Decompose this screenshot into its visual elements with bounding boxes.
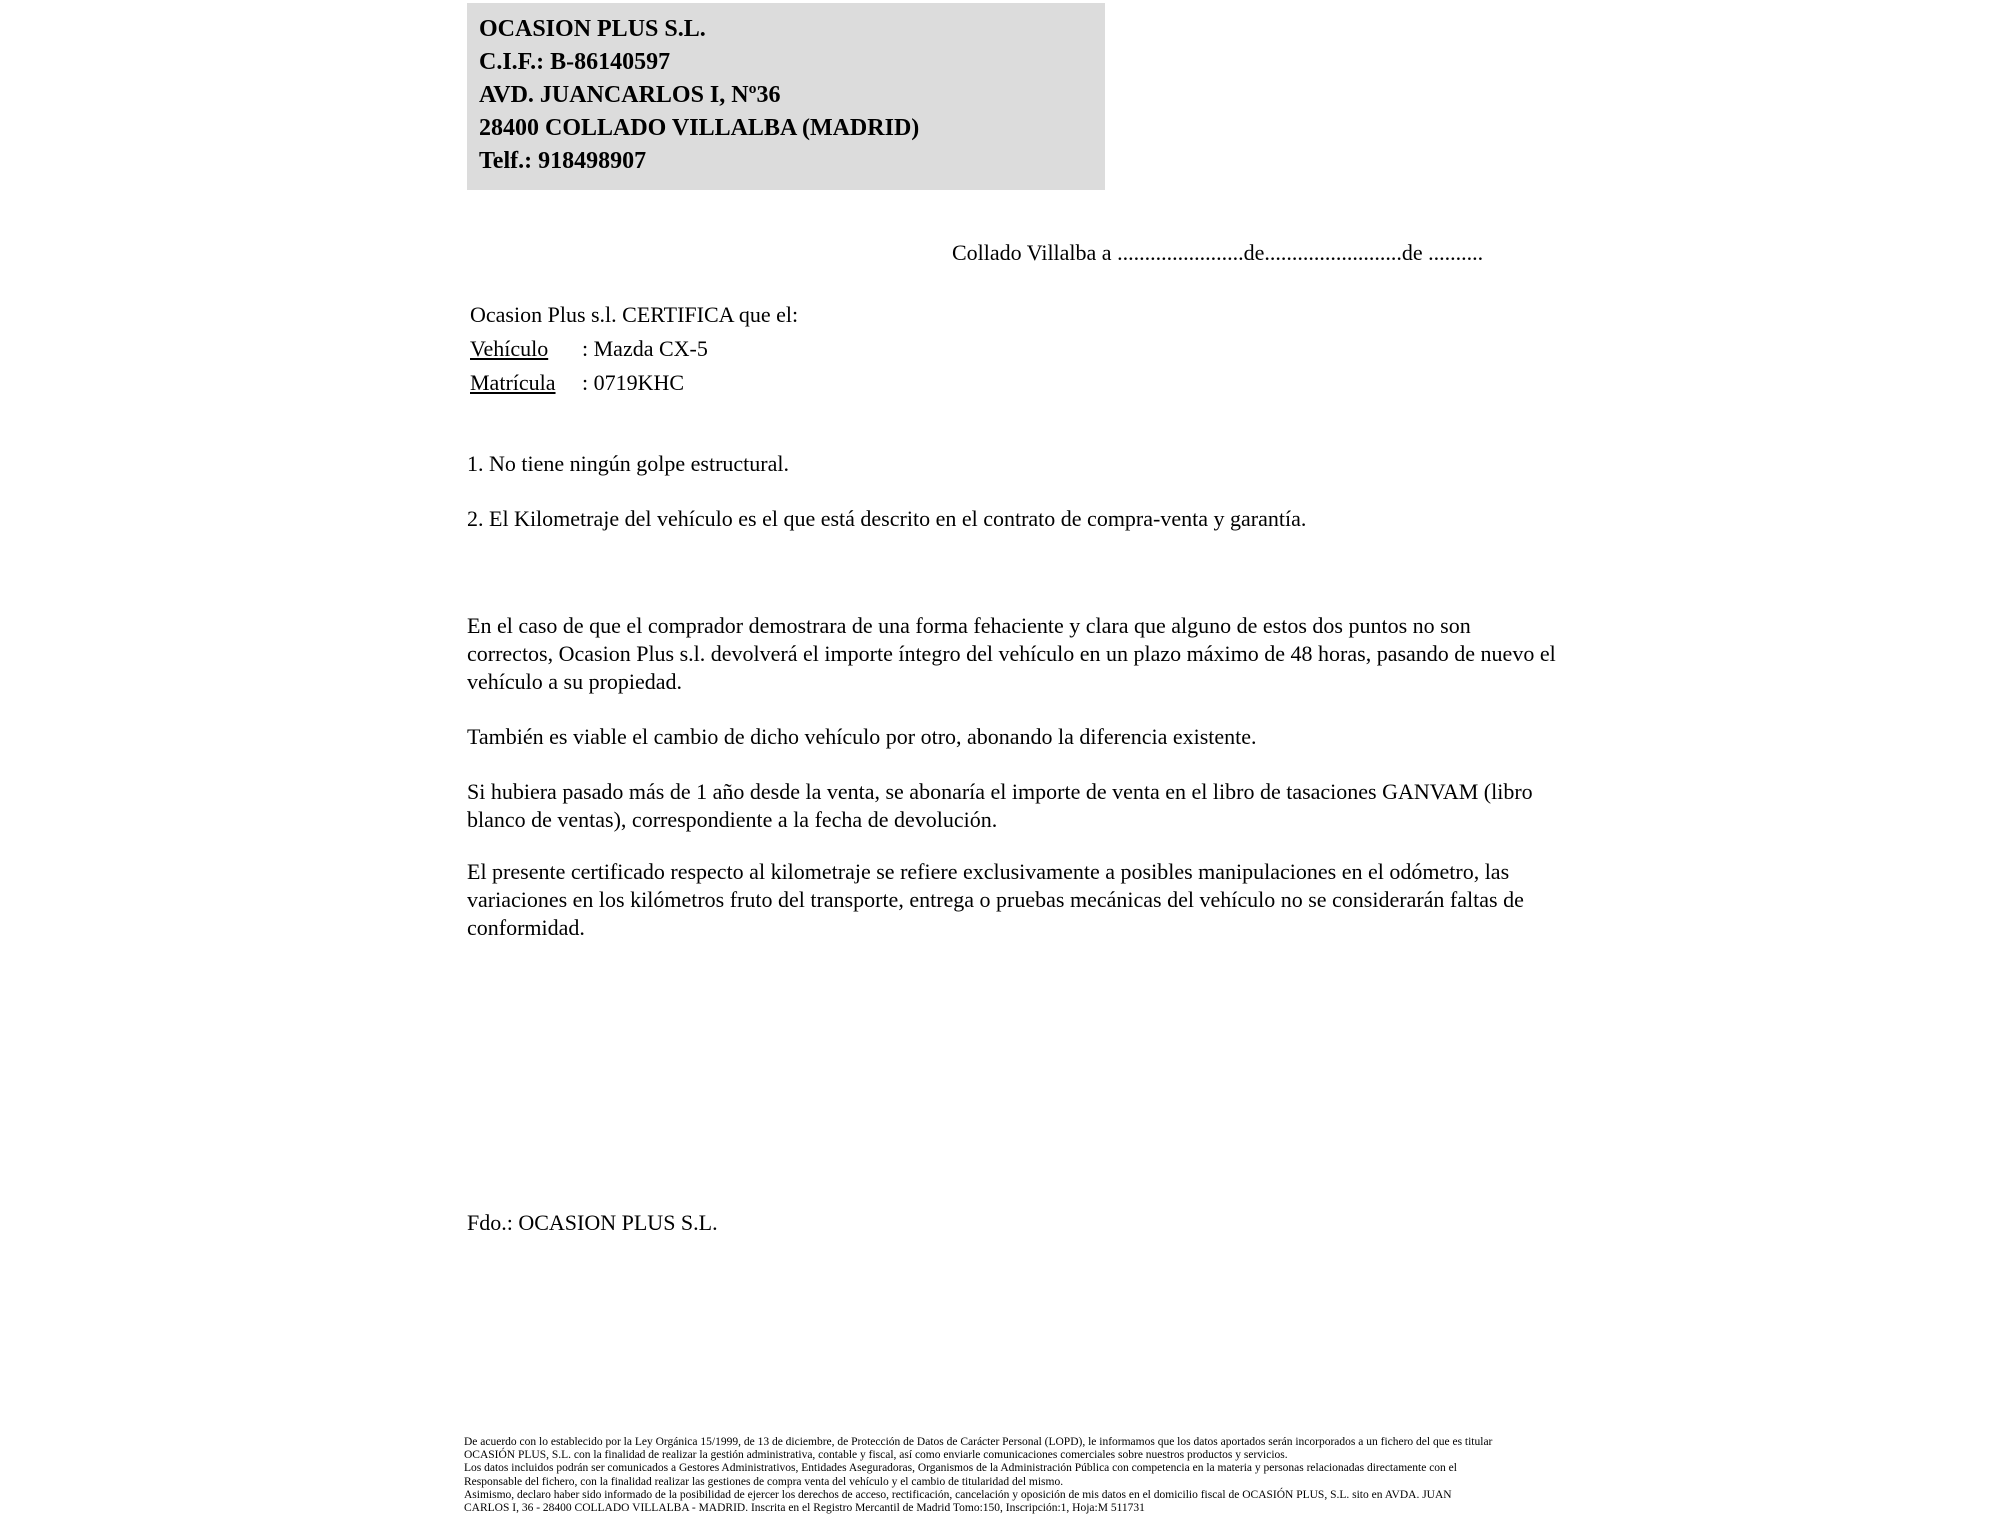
company-name: OCASION PLUS S.L. <box>479 16 706 42</box>
legal-footer-line: CARLOS I, 36 - 28400 COLLADO VILLALBA - MADRID. Inscrita en el Registro Mercantil de Madrid Tomo:150, Inscripción:1, Hoja:M 511731 <box>464 1502 1145 1515</box>
company-address: AVD. JUANCARLOS I, Nº36 <box>479 82 781 108</box>
legal-footer <box>464 1436 1574 1515</box>
company-city: 28400 COLLADO VILLALBA (MADRID) <box>479 115 920 141</box>
company-phone: Telf.: 918498907 <box>479 148 647 174</box>
legal-footer-line: De acuerdo con lo establecido por la Ley Orgánica 15/1999, de 13 de diciembre, de Protección de Datos de Carácter Personal (LOPD), le informamos que los datos aportados serán incorporados a un fichero del que es titular <box>464 1436 1493 1448</box>
exchange-paragraph: También es viable el cambio de dicho vehículo por otro, abonando la diferencia existente. <box>467 724 1257 749</box>
ganvam-paragraph: Si hubiera pasado más de 1 año desde la venta, se abonaría el importe de venta en el libro de tasaciones GANVAM (libro blanco de ventas), correspondiente a la fecha de devolución. <box>467 779 1533 832</box>
company-header-box <box>467 3 1105 190</box>
plate-value: : 0719KHC <box>582 370 685 395</box>
legal-footer-line: OCASIÓN PLUS, S.L. con la finalidad de realizar la gestión administrativa, contable y fiscal, así como enviarle comunicaciones comerciales sobre nuestros productos y servicios. <box>464 1449 1288 1462</box>
legal-footer-line: Asimismo, declaro haber sido informado de la posibilidad de ejercer los derechos de acceso, rectificación, cancelación y oposición de mis datos en el domicilio fiscal de OCASIÓN PLUS, S.L. sito en AVDA. JUAN <box>464 1488 1452 1501</box>
legal-footer-line: Los datos incluidos podrán ser comunicados a Gestores Administrativos, Entidades Aseguradoras, Organismos de la Administración Pública con competencia en la materia y personas relacionadas directamente con el <box>464 1462 1457 1475</box>
certified-point-1: 1. No tiene ningún golpe estructural. <box>467 451 789 476</box>
company-cif: C.I.F.: B-86140597 <box>479 49 671 75</box>
certification-block <box>470 298 798 400</box>
certified-point-2: 2. El Kilometraje del vehículo es el que está descrito en el contrato de compra-venta y garantía. <box>467 506 1307 531</box>
vehicle-value: : Mazda CX-5 <box>582 336 708 361</box>
plate-field <box>470 366 798 400</box>
certification-intro: Ocasion Plus s.l. CERTIFICA que el: <box>470 302 799 327</box>
date-line: Collado Villalba a .......................de.........................de .......... <box>952 240 1484 265</box>
plate-label: Matrícula <box>470 370 556 395</box>
vehicle-field <box>470 332 798 366</box>
vehicle-label: Vehículo <box>470 336 549 361</box>
signature-line: Fdo.: OCASION PLUS S.L. <box>467 1210 718 1235</box>
odometer-paragraph: El presente certificado respecto al kilometraje se refiere exclusivamente a posibles manipulaciones en el odómetro, las variaciones en los kilómetros fruto del transporte, entrega o pruebas mecánicas del vehículo no se considerarán faltas de conformidad. <box>467 859 1524 940</box>
legal-footer-line: Responsable del fichero, con la finalidad realizar las gestiones de compra venta del vehículo y el cambio de titularidad del mismo. <box>464 1475 1064 1488</box>
refund-paragraph: En el caso de que el comprador demostrara de una forma fehaciente y clara que alguno de estos dos puntos no son correctos, Ocasion Plus s.l. devolverá el importe íntegro del vehículo en un plazo máximo de 48 horas, pasando de nuevo el vehículo a su propiedad. <box>467 613 1556 694</box>
